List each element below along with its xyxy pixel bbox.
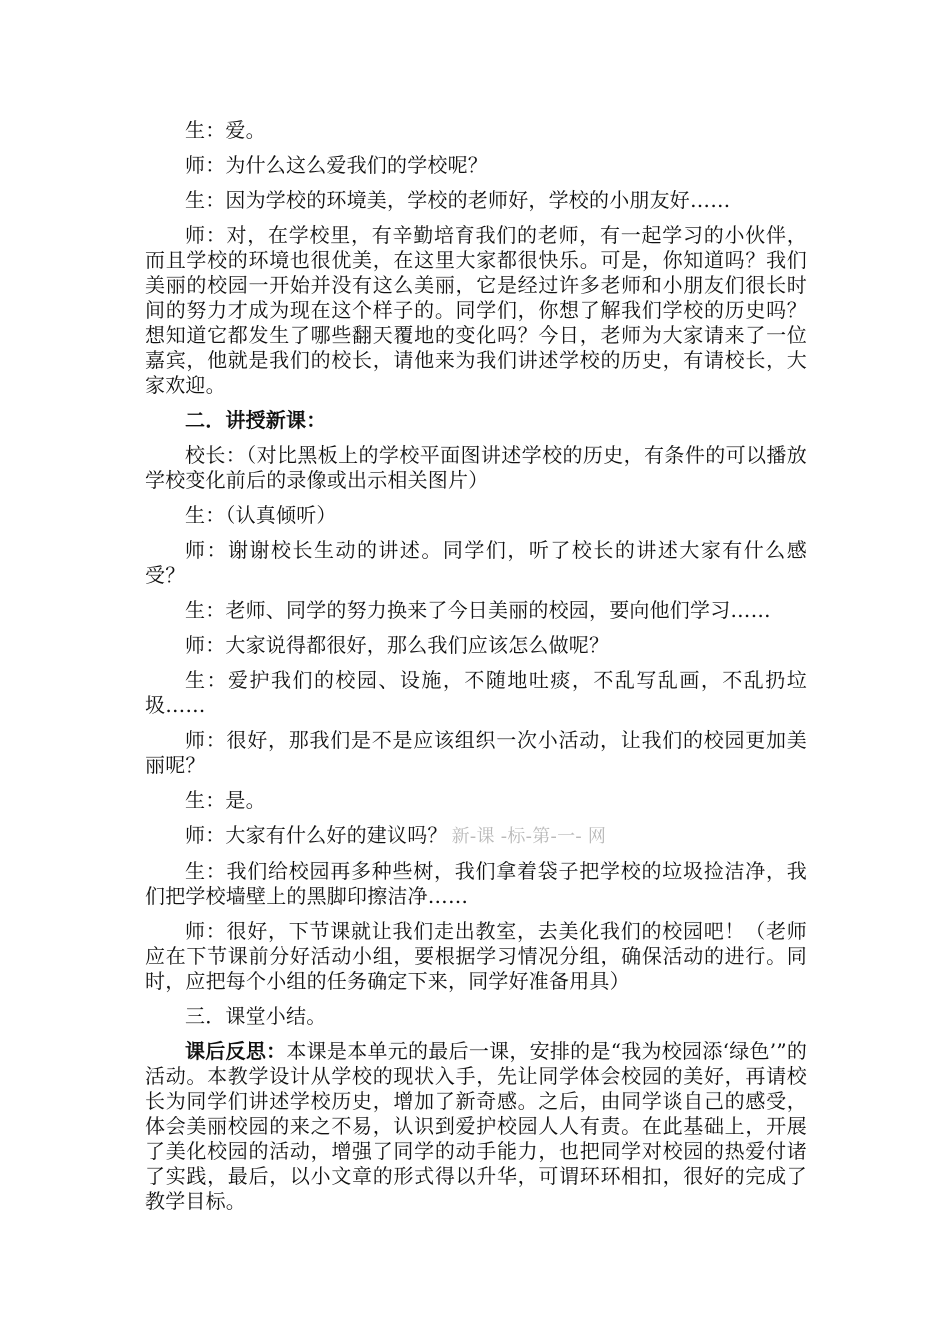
paragraph: 师：为什么这么爱我们的学校呢？ (185, 153, 488, 177)
paragraph: 生：爱。 (185, 118, 266, 142)
paragraph-with-watermark (145, 823, 807, 849)
paragraph: 师：谢谢校长生动的讲述。同学们，听了校长的讲述大家有什么感受？ (145, 538, 807, 587)
paragraph: 生：爱护我们的校园、设施，不随地吐痰，不乱写乱画，不乱扔垃圾…… (145, 668, 807, 717)
paragraph: 生：因为学校的环境美，学校的老师好，学校的小朋友好…… (185, 188, 731, 212)
document-page (145, 118, 807, 1224)
reflection-label: 课后反思： (185, 1039, 287, 1063)
paragraph: 师：大家说得都很好，那么我们应该怎么做呢？ (185, 633, 610, 657)
watermark-text: 新-课 -标-第-一- 网 (451, 826, 607, 847)
paragraph: 校长：（对比黑板上的学校平面图讲述学校的历史，有条件的可以播放学校变化前后的录像或出示相关图片） (145, 443, 807, 492)
paragraph: 生：是。 (185, 788, 266, 812)
paragraph: 师：很好，那我们是不是应该组织一次小活动，让我们的校园更加美丽呢？ (145, 728, 807, 777)
section-heading: 三．课堂小结。 (185, 1004, 327, 1028)
reflection-paragraph (145, 1039, 807, 1214)
paragraph: 师：很好，下节课就让我们走出教室，去美化我们的校园吧！（老师应在下节课前分好活动小组，要根据学习情况分组，确保活动的进行。同时，应把每个小组的任务确定下来，同学好准备用具） (145, 919, 807, 993)
reflection-text: 本课是本单元的最后一课，安排的是“我为校园添‘绿色’”的活动。本教学设计从学校的现状入手，先让同学体会校园的美好，再请校长为同学们讲述学校历史，增加了新奇感。之后，由同学谈自己的感受，体会美丽校园的来之不易，认识到爱护校园人人有责。在此基础上，开展了美化校园的活动，增强了同学的动手能力，也把同学对校园的热爱付诸了实践，最后，以小文章的形式得以升华，可谓环环相扣，很好的完成了教学目标。 (145, 1039, 808, 1213)
paragraph: 生：（认真倾听） (185, 503, 337, 527)
section-heading: 二．讲授新课： (185, 408, 327, 432)
paragraph-text: 师：大家有什么好的建议吗？ (185, 823, 448, 847)
paragraph: 师：对，在学校里，有辛勤培育我们的老师，有一起学习的小伙伴，而且学校的环境也很优美，在这里大家都很快乐。可是，你知道吗？我们美丽的校园一开始并没有这么美丽，它是经过许多老师和小朋友们很长时间的努力才成为现在这个样子的。同学们，你想了解我们学校的历史吗？想知道它都发生了哪些翻天覆地的变化吗？今日，老师为大家请来了一位嘉宾，他就是我们的校长，请他来为我们讲述学校的历史，有请校长，大家欢迎。 (145, 223, 807, 397)
paragraph: 生：老师、同学的努力换来了今日美丽的校园，要向他们学习…… (185, 598, 771, 622)
paragraph: 生：我们给校园再多种些树，我们拿着袋子把学校的垃圾捡洁净，我们把学校墙壁上的黑脚印擦洁净…… (145, 859, 807, 908)
